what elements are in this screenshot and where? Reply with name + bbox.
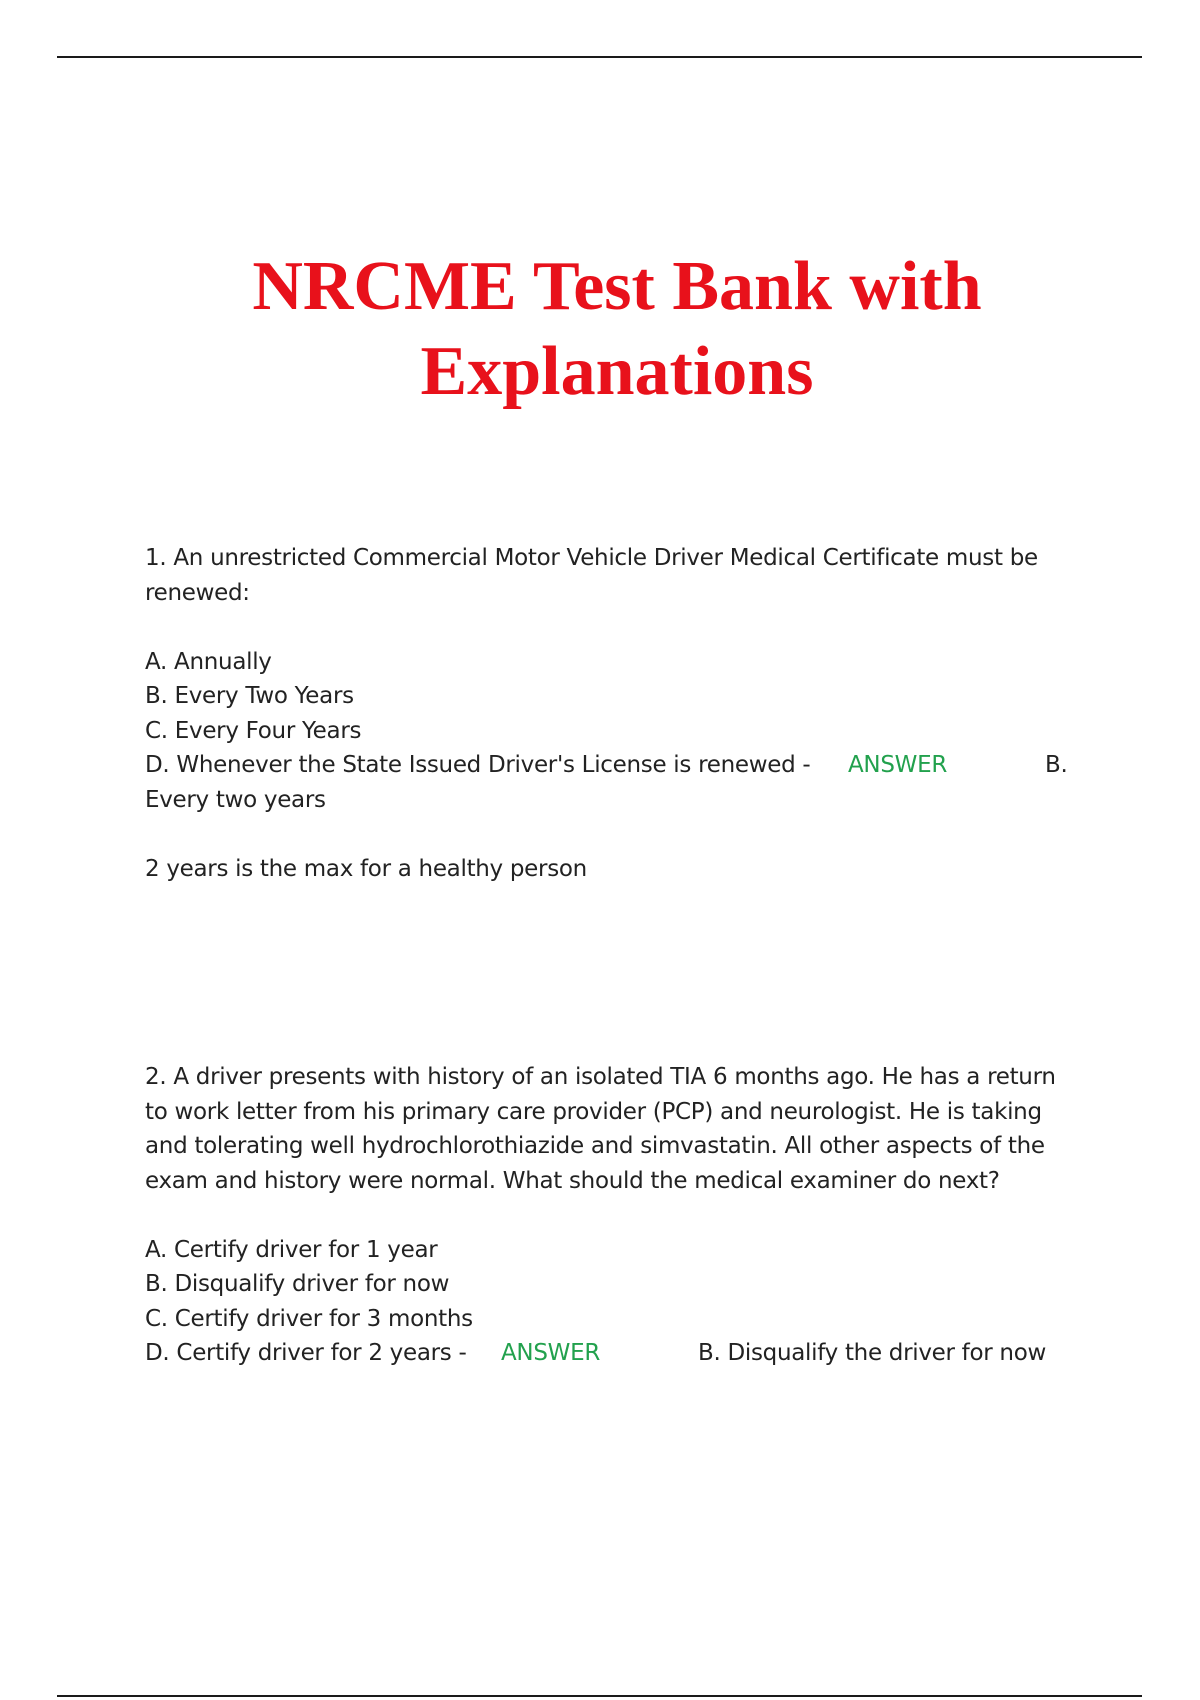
question-2-stem-line-4: exam and history were normal. What should the medical examiner do next?: [145, 1167, 1000, 1194]
question-1-answer: B.: [1045, 752, 1068, 778]
question-2-stem-line-3: and tolerating well hydrochlorothiazide and simvastatin. All other aspects of the: [145, 1133, 1045, 1159]
question-2-answer-label: ANSWER: [501, 1340, 600, 1366]
question-1-answer-continued: Every two years: [145, 786, 326, 813]
question-1-option-a: A. Annually: [145, 648, 272, 675]
question-2-option-d-row: [145, 1336, 1070, 1371]
question-2-answer: B. Disqualify the driver for now: [698, 1340, 1046, 1366]
bottom-rule: [57, 1695, 1142, 1697]
question-1-stem-line-2: renewed:: [145, 579, 250, 606]
question-1-option-d: D. Whenever the State Issued Driver's License is renewed -: [145, 752, 811, 778]
question-1-option-d-row: [145, 748, 1070, 783]
top-rule: [57, 56, 1142, 58]
question-2-option-c: C. Certify driver for 3 months: [145, 1305, 473, 1332]
document-title: [0, 244, 1200, 414]
title-line-1: NRCME Test Bank with: [252, 248, 982, 325]
question-1: [145, 541, 1070, 886]
question-2-stem-line-1: 2. A driver presents with history of an isolated TIA 6 months ago. He has a return: [145, 1064, 1056, 1090]
question-1-option-c: C. Every Four Years: [145, 717, 362, 744]
title-line-2: Explanations: [420, 333, 814, 410]
question-2-option-d: D. Certify driver for 2 years -: [145, 1340, 467, 1366]
question-1-stem-line-1: 1. An unrestricted Commercial Motor Vehicle Driver Medical Certificate must be: [145, 545, 1038, 571]
question-2-option-b: B. Disqualify driver for now: [145, 1271, 450, 1297]
question-1-option-b: B. Every Two Years: [145, 683, 354, 709]
question-2-stem-line-2: to work letter from his primary care provider (PCP) and neurologist. He is taking: [145, 1098, 1042, 1125]
question-1-explanation: 2 years is the max for a healthy person: [145, 855, 587, 882]
question-2: [145, 1060, 1070, 1371]
question-1-answer-label: ANSWER: [848, 752, 947, 778]
question-2-option-a: A. Certify driver for 1 year: [145, 1236, 438, 1263]
